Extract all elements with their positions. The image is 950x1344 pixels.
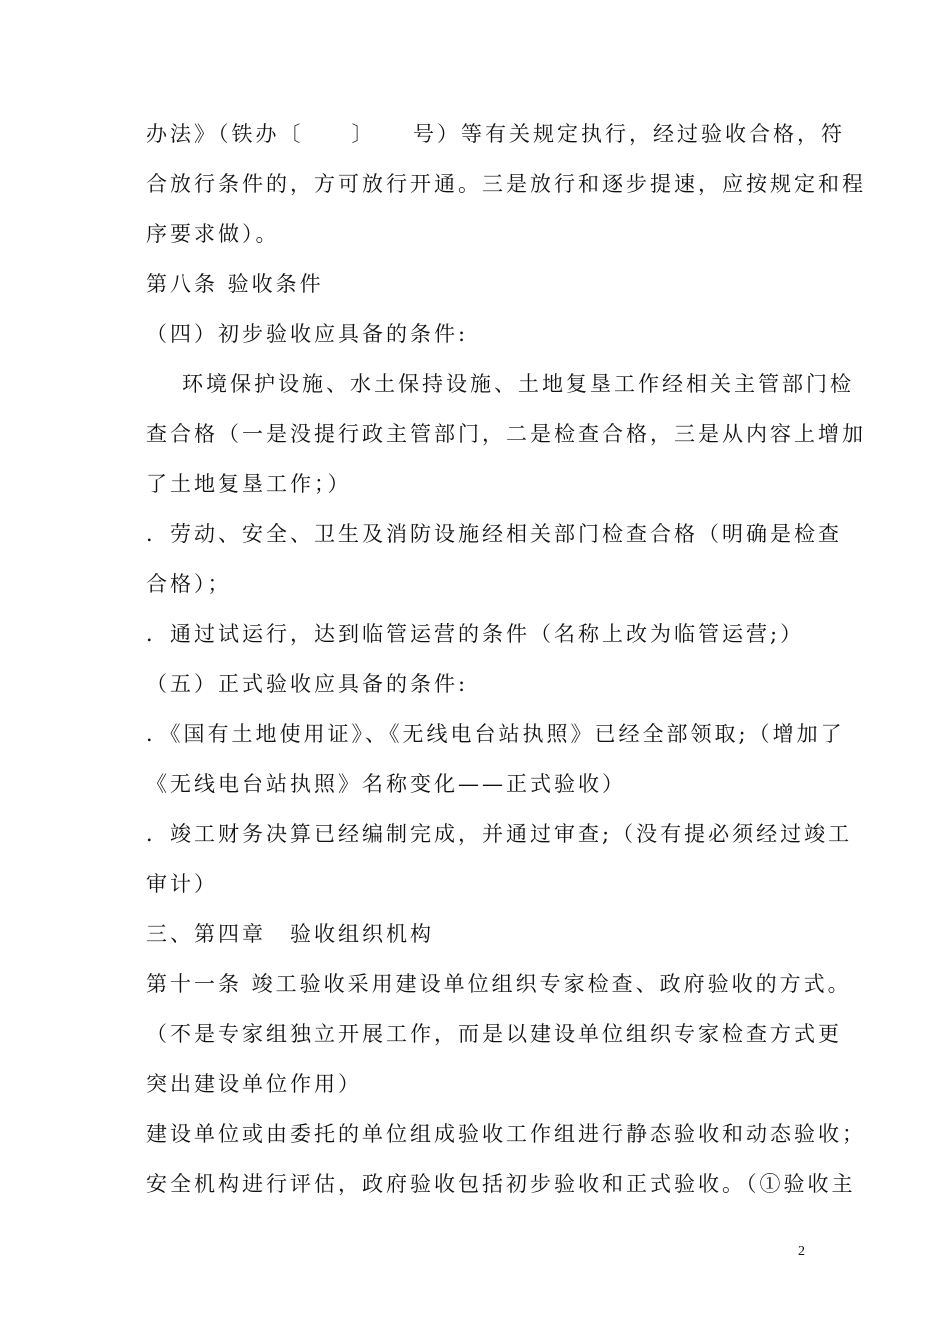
text-line-10: 合格）； xyxy=(146,572,232,596)
text-line-3: 序要求做）。 xyxy=(146,222,280,246)
text-line-13: ．《国有土地使用证》、《无线电台站执照》已经全部领取;（增加了 xyxy=(146,722,845,746)
text-line-8: 了土地复垦工作；） xyxy=(146,472,352,496)
text-line-15: ．竣工财务决算已经编制完成，并通过审查;（没有提必须经过竣工 xyxy=(146,822,853,846)
page-number: 2 xyxy=(798,1244,805,1259)
text-line-7: 查合格（一是没提行政主管部门，二是检查合格，三是从内容上增加 xyxy=(146,422,866,446)
text-line-19: （不是专家组独立开展工作，而是以建设单位组织专家检查方式更 xyxy=(146,1022,842,1046)
text-line-21: 建设单位或由委托的单位组成验收工作组进行静态验收和动态验收； xyxy=(146,1122,866,1146)
chapter-4-heading: 三、第四章 验收组织机构 xyxy=(146,922,434,946)
section-4-heading: （四）初步验收应具备的条件: xyxy=(146,322,469,346)
text-line-22: 安全机构进行评估，政府验收包括初步验收和正式验收。（①验收主 xyxy=(146,1172,856,1196)
article-8-heading: 第八条 验收条件 xyxy=(146,272,324,296)
section-5-heading: （五）正式验收应具备的条件: xyxy=(146,672,469,696)
text-line-14: 《无线电台站执照》名称变化——正式验收） xyxy=(146,772,626,796)
text-line-11: ．通过试运行，达到临管运营的条件（名称上改为临管运营;） xyxy=(146,622,805,646)
text-line-9: ．劳动、安全、卫生及消防设施经相关部门检查合格（明确是检查 xyxy=(146,522,842,546)
article-11-text: 第十一条 竣工验收采用建设单位组织专家检查、政府验收的方式。 xyxy=(146,972,852,996)
text-line-1: 办法》（铁办〔 〕 号）等有关规定执行，经过验收合格，符 xyxy=(146,122,845,146)
text-line-2: 合放行条件的，方可放行开通。三是放行和逐步提速，应按规定和程 xyxy=(146,172,866,196)
text-line-16: 审计） xyxy=(146,872,218,896)
text-line-20: 突出建设单位作用） xyxy=(146,1072,362,1096)
text-line-6: 环境保护设施、水土保持设施、土地复垦工作经相关主管部门检 xyxy=(182,372,854,396)
